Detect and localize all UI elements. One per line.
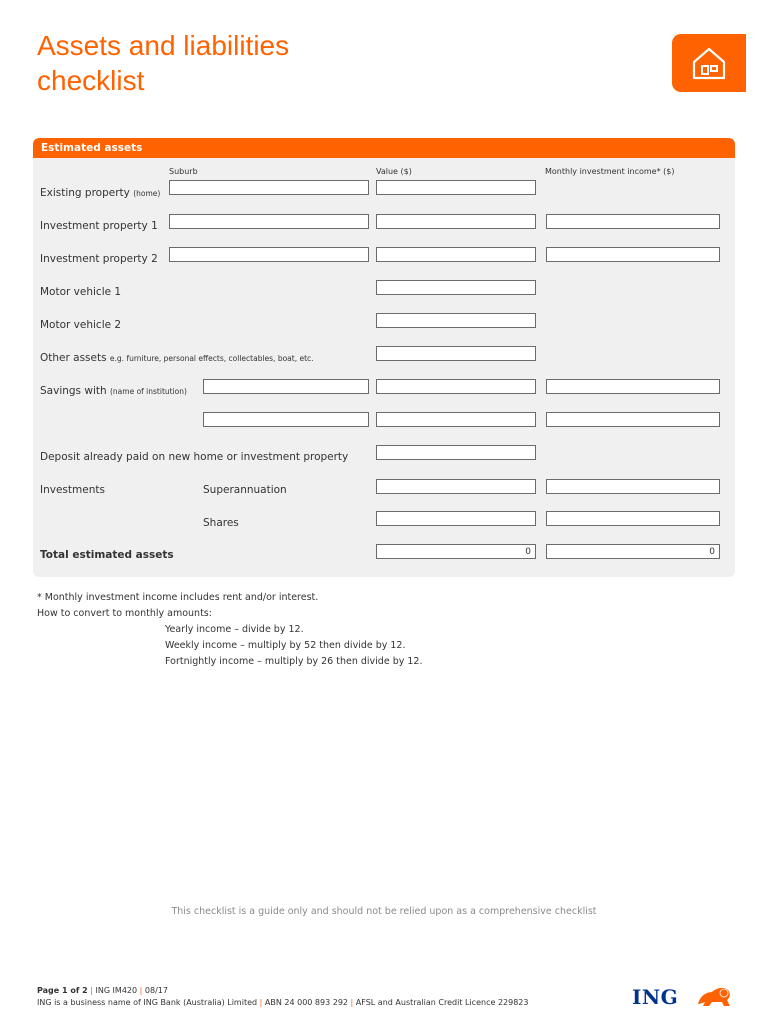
investments-label: Investments	[40, 484, 105, 496]
savings-2-institution-input[interactable]	[203, 412, 369, 427]
note-line-1: * Monthly investment income includes rent and/or interest.	[37, 592, 319, 603]
other-assets-label: Other assets	[40, 352, 107, 364]
investment-property-1-value-input[interactable]	[376, 214, 536, 229]
footer	[37, 985, 528, 1009]
savings-2-value-input[interactable]	[376, 412, 536, 427]
footer-separator: |	[259, 998, 263, 1007]
investment-property-1-suburb-input[interactable]	[169, 214, 369, 229]
column-header-suburb: Suburb	[169, 167, 198, 176]
page-title	[37, 28, 289, 98]
ing-logo-text: ING	[632, 985, 679, 1009]
savings-with-note: (name of institution)	[109, 387, 187, 396]
investment-property-1-income-input[interactable]	[546, 214, 720, 229]
deposit-value-input[interactable]	[376, 445, 536, 460]
row-label-other-assets	[40, 352, 314, 364]
investment-property-2-label: Investment property 2	[40, 253, 158, 265]
superannuation-income-input[interactable]	[546, 479, 720, 494]
motor-vehicle-1-label: Motor vehicle 1	[40, 286, 122, 298]
total-income-field	[546, 544, 720, 559]
investment-property-2-income-input[interactable]	[546, 247, 720, 262]
disclaimer: This checklist is a guide only and should not be relied upon as a comprehensive checklist	[171, 906, 597, 917]
estimated-assets-panel	[33, 138, 735, 577]
motor-vehicle-1-value-input[interactable]	[376, 280, 536, 295]
savings-1-value-input[interactable]	[376, 379, 536, 394]
deposit-label: Deposit already paid on new home or investment property	[40, 451, 349, 463]
section-title: Estimated assets	[41, 142, 143, 154]
existing-property-note: (home)	[133, 189, 161, 198]
existing-property-label: Existing property	[40, 187, 130, 199]
savings-with-label: Savings with	[40, 385, 107, 397]
footer-line-2	[37, 997, 528, 1009]
shares-income-input[interactable]	[546, 511, 720, 526]
superannuation-label: Superannuation	[203, 484, 287, 496]
total-estimated-assets-label: Total estimated assets	[40, 549, 174, 561]
motor-vehicle-2-value-input[interactable]	[376, 313, 536, 328]
estimated-assets-header	[33, 138, 735, 158]
motor-vehicle-2-label: Motor vehicle 2	[40, 319, 122, 331]
investment-property-2-value-input[interactable]	[376, 247, 536, 262]
investment-property-2-suburb-input[interactable]	[169, 247, 369, 262]
page-title-line-2: checklist	[37, 65, 145, 96]
home-badge	[672, 34, 746, 92]
total-value-field	[376, 544, 536, 559]
footer-page-number: Page 1 of 2	[37, 986, 88, 995]
note-line-3: Yearly income – divide by 12.	[165, 624, 304, 635]
footer-business: ING is a business name of ING Bank (Australia) Limited	[37, 998, 258, 1007]
footer-licence: AFSL and Australian Credit Licence 229823	[355, 998, 529, 1007]
footer-separator: |	[139, 986, 143, 995]
footer-date: 08/17	[144, 986, 168, 995]
house-icon	[690, 44, 728, 82]
other-assets-note: e.g. furniture, personal effects, collectables, boat, etc.	[109, 354, 314, 363]
savings-1-income-input[interactable]	[546, 379, 720, 394]
note-line-5: Fortnightly income – multiply by 26 then divide by 12.	[165, 656, 423, 667]
note-line-2: How to convert to monthly amounts:	[37, 608, 212, 619]
shares-label: Shares	[203, 517, 239, 529]
column-header-income: Monthly investment income* ($)	[545, 167, 675, 176]
existing-property-suburb-input[interactable]	[169, 180, 369, 195]
footer-line-1	[37, 985, 528, 997]
column-header-value: Value ($)	[376, 167, 412, 176]
savings-1-institution-input[interactable]	[203, 379, 369, 394]
footer-separator: |	[90, 986, 93, 995]
investment-property-1-label: Investment property 1	[40, 220, 158, 232]
other-assets-value-input[interactable]	[376, 346, 536, 361]
existing-property-value-input[interactable]	[376, 180, 536, 195]
page-title-line-1: Assets and liabilities	[37, 30, 290, 61]
lion-icon	[694, 982, 734, 1010]
superannuation-value-input[interactable]	[376, 479, 536, 494]
footer-abn: ABN 24 000 893 292	[264, 998, 348, 1007]
shares-value-input[interactable]	[376, 511, 536, 526]
footer-code: ING IM420	[95, 986, 138, 995]
footer-separator: |	[350, 998, 354, 1007]
row-label-existing-property	[40, 187, 160, 199]
savings-2-income-input[interactable]	[546, 412, 720, 427]
row-label-savings-with	[40, 385, 187, 397]
note-line-4: Weekly income – multiply by 52 then divide by 12.	[165, 640, 406, 651]
